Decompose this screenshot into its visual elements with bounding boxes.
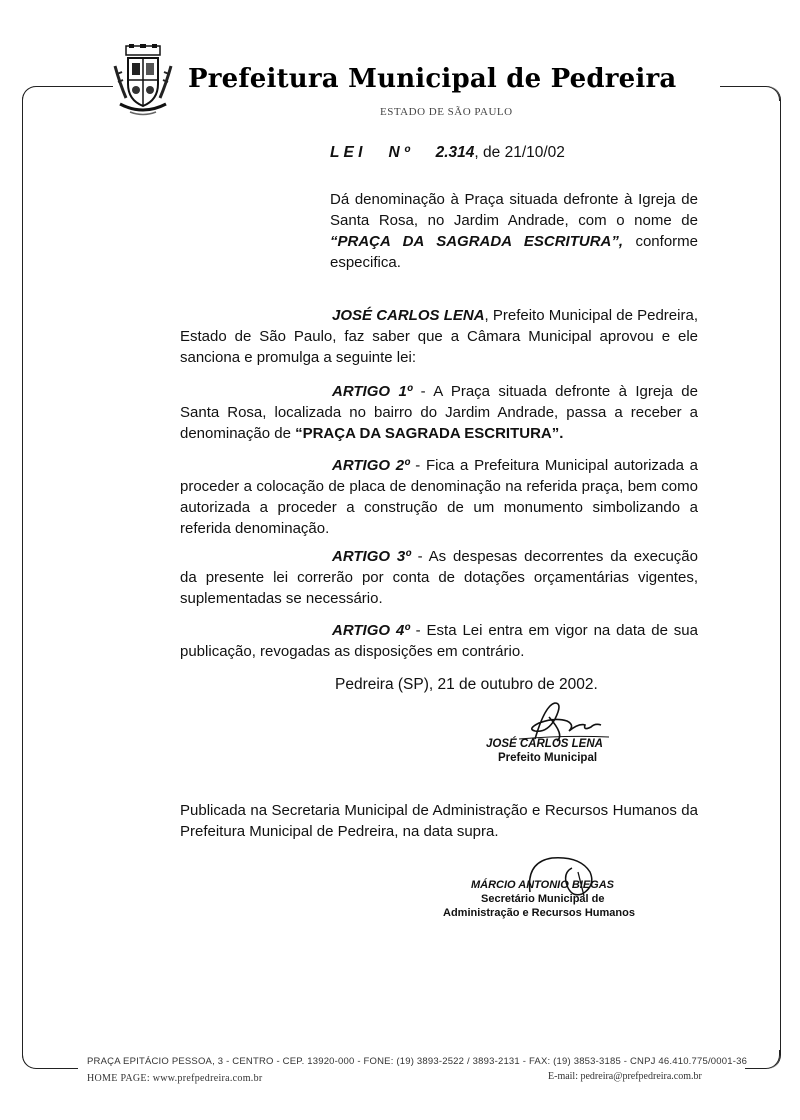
summary-text-end: conforme especifica.	[330, 233, 698, 271]
article-label: ARTIGO 4º	[332, 622, 410, 639]
page-title: Prefeitura Municipal de Pedreira	[188, 64, 677, 94]
article-bold-text: “PRAÇA DA SAGRADA ESCRITURA”.	[295, 425, 564, 442]
preamble-paragraph	[180, 305, 698, 368]
law-summary	[330, 189, 698, 273]
mayor-signature-icon	[505, 695, 615, 743]
article-4	[180, 620, 698, 662]
signing-date: Pedreira (SP), 21 de outubro de 2002.	[335, 676, 598, 693]
mayor-signature-title: Prefeito Municipal	[498, 752, 598, 764]
summary-text: Dá denominação à Praça situada defronte à Igreja de Santa Rosa, no Jardim Andrade, com o nome de	[330, 191, 698, 229]
mayor-name: JOSÉ CARLOS LENA	[332, 307, 485, 324]
article-label: ARTIGO 3º	[332, 548, 411, 565]
article-2	[180, 455, 698, 539]
footer-email-link[interactable]: E-mail: pedreira@prefpedreira.com.br	[548, 1071, 702, 1082]
law-number-line	[330, 144, 565, 162]
article-text: - Esta Lei entra em vigor na data de sua publicação, revogadas as disposições em contrário.	[180, 622, 698, 660]
law-number: 2.314	[435, 144, 475, 161]
frame-border-bottom-left	[22, 1050, 78, 1069]
article-text: - Fica a Prefeitura Municipal autorizada a proceder a colocação de placa de denominação na referida praça, bem como autorizada a proceder a construção de um monumento simbolizando a referida denominação.	[180, 457, 698, 537]
preamble-text: , Prefeito Municipal de Pedreira, Estado de São Paulo, faz saber que a Câmara Municipal aprovou e ele sanciona e promulga a seguinte lei:	[180, 307, 698, 366]
state-subtitle: ESTADO DE SÃO PAULO	[380, 106, 513, 118]
law-number-label: N º	[388, 144, 410, 161]
article-3	[180, 546, 698, 609]
secretary-signature-department: Administração e Recursos Humanos	[443, 907, 635, 919]
law-label: L E I	[330, 144, 363, 161]
article-text: - A Praça situada defronte à Igreja de Santa Rosa, localizada no bairro do Jardim Andrade, passa a receber a denominação de	[180, 383, 698, 442]
article-1	[180, 381, 698, 444]
publication-note: Publicada na Secretaria Municipal de Administração e Recursos Humanos da Prefeitura Municipal de Pedreira, na data supra.	[180, 802, 698, 840]
secretary-signature-title: Secretário Municipal de	[481, 893, 605, 905]
mayor-signature-name: JOSÉ CARLOS LENA	[486, 738, 603, 750]
coat-of-arms-icon	[112, 44, 174, 118]
footer-homepage-link[interactable]: HOME PAGE: www.prefpedreira.com.br	[87, 1073, 263, 1084]
article-label: ARTIGO 1º	[332, 383, 413, 400]
secretary-signature-name: MÁRCIO ANTONIO BIEGAS	[471, 879, 615, 891]
law-date: , de 21/10/02	[474, 144, 565, 161]
summary-highlight: “PRAÇA DA SAGRADA ESCRITURA”,	[330, 233, 624, 250]
article-label: ARTIGO 2º	[332, 457, 410, 474]
article-text: - As despesas decorrentes da execução da presente lei correrão por conta de dotações orçamentárias vigentes, suplementadas se necessário.	[180, 548, 698, 607]
footer-address: PRAÇA EPITÁCIO PESSOA, 3 - CENTRO - CEP. 13920-000 - FONE: (19) 3893-2522 / 3893-2131 - FAX: (19) 3853-3185 - CNPJ 46.410.775/0001-36	[87, 1056, 748, 1067]
